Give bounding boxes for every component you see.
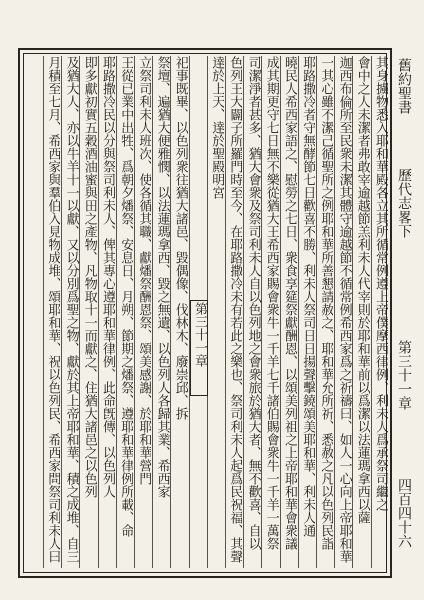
chapter-heading: 第三十一章: [396, 340, 412, 410]
column-rule: [98, 56, 99, 568]
text-column: 色列王大闢子所羅門時至今、在耶路撒冷未有若此之樂也、祭司利未人起爲民祝福、其聲: [227, 56, 243, 563]
text-column: 即多獻初實五穀酒油蜜與田之產物、凡物取十一而獻之、住猶大諸邑之以色列: [81, 56, 97, 498]
column-rule: [298, 56, 299, 568]
column-rule: [116, 56, 117, 568]
text-column: 月積至七月、希西家與羣伯入見物成堆、頌耶和華、祝以色列民、希西家問祭司利未人曰: [45, 56, 61, 563]
text-column: 一其心雖不潔己循聖所之例耶和華所善懇請赦之、耶和華允所祈、悉赦之凡以色列民詣: [318, 56, 334, 550]
page-number: 四百四十六: [396, 478, 412, 548]
column-rule: [334, 56, 335, 568]
book-title: 舊約聖書: [396, 58, 412, 114]
column-rule: [261, 56, 262, 568]
text-column: 立祭司利未人班次、使各循其職、獻燔祭酬恩祭、頌美感謝、於耶和華營門: [136, 56, 152, 485]
text-column: 耶路撒冷者守無酵節七日歡喜不勝、利未人祭司日日揚聲擊鐃頌美耶和華、利未人通: [300, 56, 316, 537]
column-rule: [316, 56, 317, 568]
text-column: 司潔淨者甚多、猶大會衆及祭司利未人自以色列地之會衆旅於猶大者、無不歡喜、自以: [245, 56, 261, 550]
text-column: 會中之人未潔者弗敢宰逾越節羔利未人代宰則於耶和華前以爲潔以法蓮瑪拿西以薩: [354, 56, 370, 524]
column-rule: [134, 56, 135, 568]
text-column: 達於上天、達於聖殿明宮: [209, 56, 225, 199]
column-rule: [352, 56, 353, 568]
section-title: 歷代志畧下: [396, 168, 412, 238]
text-column: 及猶大人、亦以牛羊十一以獻、又以分別爲聖之物、獻於其上帝耶和華、積之成堆、自三: [63, 56, 79, 563]
column-rule: [152, 56, 153, 568]
column-rule: [43, 56, 44, 568]
text-column: 其身擄物悉入耶和華殿各立其所循常例遵上帝僕摩西律例、利未人爲承祭司繼之: [373, 56, 388, 511]
column-rule: [189, 56, 190, 568]
column-rule: [61, 56, 62, 568]
text-column: 祭壇、遍猶大便雅憫、以法蓮瑪拿西、毀之無遺、以色列人各歸其業、希西家: [154, 56, 170, 498]
text-column: 祀事既畢、以色列衆往猶大諸邑、毀偶像、伐林木、廢崇邱、拆: [172, 56, 188, 420]
column-rule: [280, 56, 281, 568]
text-column: 迦西布倫所至民衆未潔其體守逾越節不循常例希西家爲之祈禱曰、如人一心向上帝耶和華: [336, 56, 352, 563]
column-rule: [225, 56, 226, 568]
text-column: 曉民人希西家語之、慰勞之七日、衆食享筵祭獻酬恩、以頌美列祖之上帝耶和華會衆議: [282, 56, 297, 550]
column-rule: [79, 56, 80, 568]
column-rule: [170, 56, 171, 568]
text-column: 成其期更守七日無不樂從猶大王希西家賜會衆牛一千羊七千諸伯賜會衆牛一千羊一萬祭: [263, 56, 279, 550]
column-rule: [371, 56, 372, 568]
text-column: 耶路撒冷民以分與祭司利未人、俾其專心遵耶和華律例、此命旣傳、以色列人: [100, 56, 115, 498]
column-rule: [243, 56, 244, 568]
text-column: 王從已業中出牲、爲朝夕燔祭、安息日、月朔、節期之燔祭、遵耶和華律例所載、命: [118, 56, 134, 537]
chapter-marker: 第三十一章: [190, 300, 208, 396]
